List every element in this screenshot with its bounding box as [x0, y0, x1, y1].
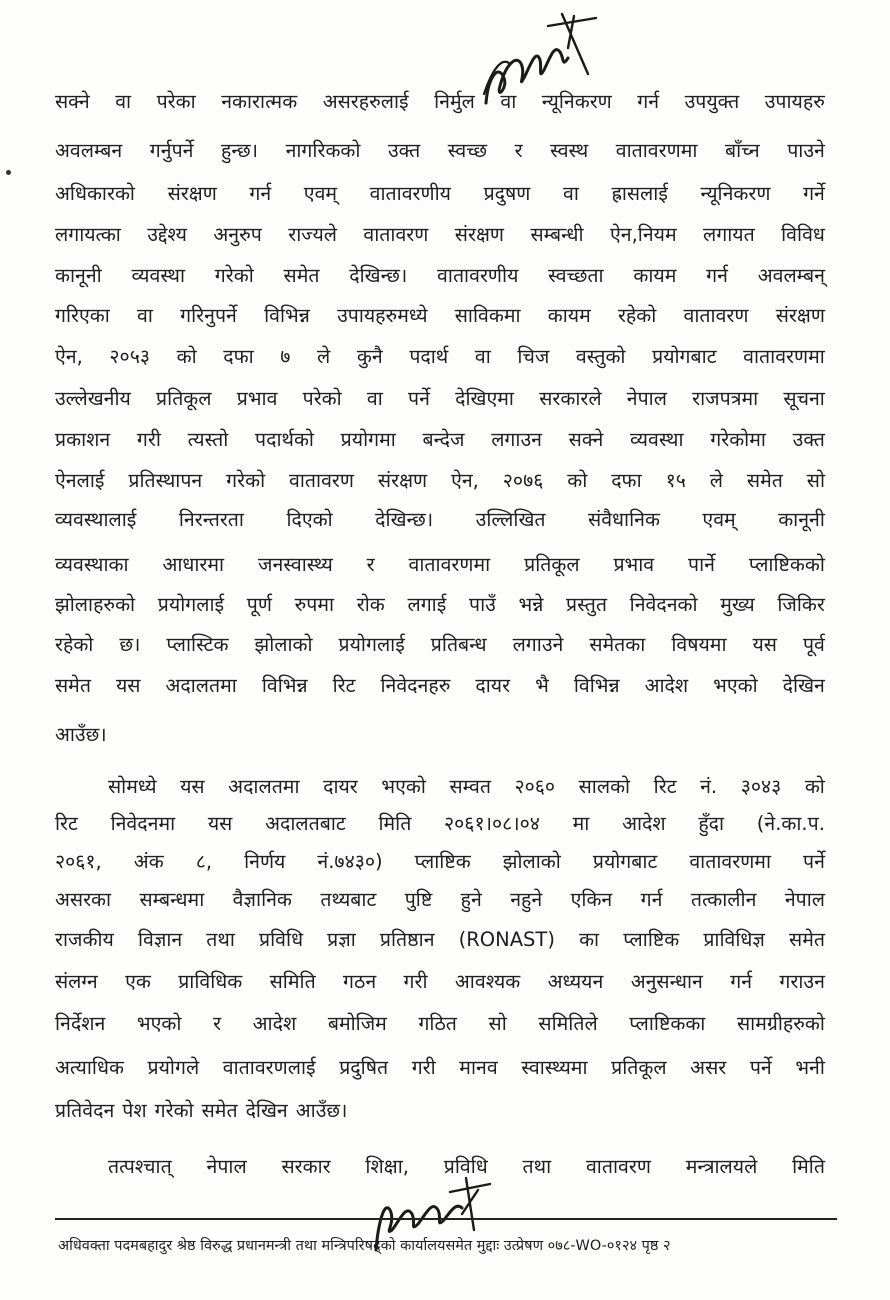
- word: मुख्य: [720, 593, 755, 616]
- word: रहेको: [55, 633, 94, 656]
- word: स्वच्छता: [548, 264, 604, 287]
- word: मानव: [459, 1056, 498, 1079]
- text-line: [55, 920, 825, 960]
- word: देखिन: [245, 1099, 288, 1122]
- word: ऐन,: [55, 345, 83, 368]
- word: प्रयोगबाट: [592, 850, 658, 873]
- paragraph-start-line: [108, 767, 825, 807]
- word: दिएको: [286, 508, 333, 531]
- word: पदार्थको: [255, 428, 314, 451]
- word: तथा: [522, 1155, 552, 1178]
- word: समेत: [55, 674, 91, 697]
- word: नं.: [700, 775, 718, 798]
- word: आउँछ।: [295, 1099, 348, 1122]
- word: प्रयोगमा: [340, 428, 396, 451]
- word: लगायत्का: [55, 223, 121, 246]
- word: ले: [709, 469, 723, 492]
- word: समेतका: [589, 633, 646, 656]
- word: वातावरण: [683, 304, 749, 327]
- word: समेत: [789, 928, 825, 951]
- word: मिति: [378, 812, 412, 835]
- word: सोमध्ये: [108, 775, 157, 798]
- word: ३०४३: [740, 775, 782, 798]
- word: साविकमा: [454, 304, 521, 327]
- word: विज्ञान: [137, 928, 183, 951]
- word: वातावरणमा: [408, 553, 491, 576]
- word: निवेदनमा: [110, 812, 176, 835]
- signature-mark-top: [478, 8, 608, 118]
- word: रिट: [653, 775, 677, 798]
- word: (ने.का.प.: [756, 812, 825, 835]
- word: प्रयोगलाई: [157, 593, 225, 616]
- word: समितिले: [538, 1012, 598, 1035]
- word: नं.७४३०): [317, 850, 383, 873]
- word: निरन्तरता: [178, 508, 244, 531]
- word: भएको: [136, 1012, 182, 1035]
- word: देखिन: [782, 674, 825, 697]
- word: सूचना: [783, 387, 825, 410]
- word: गर्ने: [803, 182, 825, 205]
- word: प्रयोगलाई: [338, 633, 405, 656]
- word: सामग्रीहरुको: [736, 1012, 825, 1035]
- word: नकारात्मक: [221, 90, 298, 113]
- word: गराउन: [779, 970, 825, 993]
- word: भनी: [795, 1056, 825, 1079]
- word: पदार्थ: [409, 345, 449, 368]
- word: गरेको: [154, 1099, 194, 1122]
- word: वातावरणमा: [689, 850, 772, 873]
- word: वातावरणमा: [743, 345, 825, 368]
- word: प्रभाव: [236, 387, 278, 410]
- text-line: [55, 625, 825, 665]
- word: गरी: [411, 1056, 436, 1079]
- word: सक्ने: [568, 428, 604, 451]
- word: प्राविधिक: [178, 970, 243, 993]
- word: विभिन्न: [264, 304, 310, 327]
- word: दायर: [475, 674, 511, 697]
- word: लगाई: [407, 593, 447, 616]
- text-line: [55, 804, 825, 844]
- word: प्रतिकूल: [524, 553, 580, 576]
- word: जनस्वास्थ्य: [257, 553, 333, 576]
- word: र: [366, 553, 375, 576]
- word: गरी: [136, 428, 161, 451]
- word: ८,: [195, 850, 213, 873]
- word: कायम: [633, 264, 677, 287]
- word: एक: [125, 970, 151, 993]
- word: ७: [280, 345, 291, 368]
- word: एवम्: [303, 182, 338, 205]
- word: झोलाको: [502, 850, 561, 873]
- word: प्लाष्टिकको: [748, 553, 825, 576]
- word: अवलम्बन: [55, 139, 123, 162]
- word: असरहरुलाई: [322, 90, 409, 113]
- word: प्रकाशन: [55, 428, 111, 451]
- word: नेपाल: [784, 888, 825, 911]
- word: गठित: [418, 1012, 457, 1035]
- text-line: [55, 420, 825, 460]
- word: यस: [207, 812, 233, 835]
- word: स्वच्छ: [447, 139, 488, 162]
- text-line: [55, 666, 825, 706]
- text-line: [55, 715, 825, 755]
- word: हुन्छ।: [221, 139, 259, 162]
- word: ऐन,नियम: [609, 223, 677, 246]
- word: उद्देश्य: [147, 223, 187, 246]
- word: भएको: [381, 775, 426, 798]
- word: र: [213, 1012, 222, 1035]
- word: गर्न: [249, 182, 272, 205]
- word: व्यवस्था: [131, 264, 186, 287]
- word: वा: [366, 387, 383, 410]
- word: हुँदा: [698, 812, 725, 835]
- text-line: [55, 82, 825, 122]
- word: हुने: [460, 888, 482, 911]
- word: उल्लेखनीय: [55, 387, 131, 410]
- word: प्रयोगबाट: [652, 345, 717, 368]
- word: त्यस्तो: [187, 428, 229, 451]
- text-line: [55, 880, 825, 920]
- text-line: [55, 585, 825, 625]
- word: अवलम्बन्: [757, 264, 825, 287]
- word: पर्ने: [408, 387, 430, 410]
- word: आधारमा: [162, 553, 225, 576]
- text-line: [55, 500, 825, 540]
- text-line: [55, 256, 825, 296]
- word: दायर: [323, 775, 358, 798]
- text-line: [55, 215, 825, 255]
- page-footer: अधिवक्ता पदमबहादुर श्रेष्ठ विरुद्ध प्रधानमन्त्री तथा मन्त्रिपरिषद्को कार्यालयसमेत मुद्दाः उत्प्रेषण ०७८-WO-०१२४ पृष्ठ २: [58, 1238, 671, 1254]
- word: सम्वत: [449, 775, 491, 798]
- word: न्यूनिकरण: [541, 90, 612, 113]
- word: बन्देज: [422, 428, 465, 451]
- word: मिति: [792, 1155, 825, 1178]
- word: सो: [806, 469, 825, 492]
- word: न्यूनिकरण: [700, 182, 771, 205]
- word: स्वस्थ: [550, 139, 589, 162]
- word: ऐनलाई: [55, 469, 105, 492]
- word: वा: [115, 90, 132, 113]
- word: एवम्: [702, 508, 736, 531]
- word: यस: [752, 633, 777, 656]
- text-line: [55, 1004, 825, 1044]
- word: सम्बन्धी: [530, 223, 584, 246]
- word: गठन: [343, 970, 377, 993]
- word: नेपाल: [626, 387, 667, 410]
- word: प्रस्तुत: [566, 593, 607, 616]
- word: वा: [500, 90, 517, 113]
- word: का: [579, 928, 600, 951]
- word: भएको: [713, 674, 758, 697]
- word: बाँच्न: [724, 139, 760, 162]
- word: व्यवस्था: [630, 428, 684, 451]
- word: अदालतबाट: [265, 812, 346, 835]
- word: को: [804, 775, 825, 798]
- word: प्रविधि: [259, 928, 304, 951]
- word: निवेदनहरु: [380, 674, 451, 697]
- word: भन्ने: [518, 593, 544, 616]
- word: २०५३: [109, 345, 150, 368]
- word: को: [567, 469, 588, 492]
- text-line: [55, 1048, 825, 1088]
- text-line: [55, 379, 825, 419]
- text-line: [55, 962, 825, 1002]
- word: वा: [474, 345, 491, 368]
- word: प्रभाव: [613, 553, 655, 576]
- word: संरक्षण: [454, 223, 505, 246]
- word: उपायहरुमध्ये: [337, 304, 428, 327]
- word: गरी: [403, 970, 428, 993]
- word: नहुने: [510, 888, 543, 911]
- word: राजपत्रमा: [692, 387, 759, 410]
- word: प्रविधि: [443, 1155, 488, 1178]
- word: वातावरणलाई: [222, 1056, 316, 1079]
- word: विभिन्न: [261, 674, 308, 697]
- word: यस: [115, 674, 141, 697]
- word: विविध: [781, 223, 825, 246]
- word: दफा: [223, 345, 254, 368]
- word: तथ्यबाट: [320, 888, 377, 911]
- word: बमोजिम: [327, 1012, 387, 1035]
- word: तत्कालीन: [690, 888, 757, 911]
- word: प्रदुषित: [339, 1056, 389, 1079]
- word: वस्तुको: [575, 345, 626, 368]
- text-line: [55, 296, 825, 336]
- word: ह्रासलाई: [611, 182, 668, 205]
- word: र: [514, 139, 523, 162]
- word: राजकीय: [55, 928, 114, 951]
- word: समिति: [269, 970, 316, 993]
- word: देखिन्छ।: [349, 264, 408, 287]
- word: वैज्ञानिक: [232, 888, 292, 911]
- word: आदेश: [252, 1012, 297, 1035]
- word: २०६०: [514, 775, 556, 798]
- word: पुष्टि: [404, 888, 433, 911]
- word: गर्न: [640, 888, 663, 911]
- word: प्रतिवेदन: [55, 1099, 115, 1122]
- word: सो: [488, 1012, 507, 1035]
- word: प्रतिस्थापन: [128, 469, 203, 492]
- word: तत्पश्चात्: [108, 1155, 172, 1178]
- word: शिक्षा,: [365, 1155, 409, 1178]
- word: परेको: [302, 387, 342, 410]
- word: असर: [690, 1056, 727, 1079]
- word: पाउने: [787, 139, 825, 162]
- word: निर्देशन: [55, 1012, 106, 1035]
- word: अत्याधिक: [55, 1056, 124, 1079]
- word: २०७६: [502, 469, 544, 492]
- word: एकिन: [570, 888, 613, 911]
- text-line: [55, 131, 825, 171]
- word: पार्ने: [688, 553, 715, 576]
- word: १५: [665, 469, 686, 492]
- word: छ।: [119, 633, 141, 656]
- word: सालको: [578, 775, 631, 798]
- word: देखिएमा: [455, 387, 514, 410]
- text-line: [55, 1091, 825, 1131]
- word: संरक्षण: [377, 469, 428, 492]
- word: प्रयोगले: [147, 1056, 200, 1079]
- footer-divider: [55, 1218, 837, 1220]
- word: गर्न: [706, 264, 728, 287]
- word: आवश्यक: [454, 970, 521, 993]
- word: सक्ने: [55, 90, 90, 113]
- word: गरेको: [226, 469, 266, 492]
- word: निर्णय: [244, 850, 286, 873]
- text-line: [55, 174, 825, 214]
- word: प्रतिकूल: [611, 1056, 667, 1079]
- word: गर्न: [730, 970, 753, 993]
- word: उपयुक्त: [684, 90, 740, 113]
- word: उक्त: [792, 428, 825, 451]
- word: रिट: [55, 812, 78, 835]
- word: रहेको: [617, 304, 657, 327]
- word: अदालतमा: [165, 674, 237, 697]
- word: नागरिकको: [285, 139, 361, 162]
- word: संरक्षण: [775, 304, 825, 327]
- word: प्राविधिज्ञ: [703, 928, 765, 951]
- word: पूर्ण: [246, 593, 272, 616]
- word: आदेश: [644, 674, 689, 697]
- word: पर्ने: [803, 850, 825, 873]
- word: वा: [562, 182, 579, 205]
- word: वा: [137, 304, 153, 327]
- word: झोलाको: [254, 633, 313, 656]
- word: को: [176, 345, 197, 368]
- word: समेत: [201, 1099, 238, 1122]
- word: अनुरुप: [213, 223, 262, 246]
- word: गरेको: [214, 264, 254, 287]
- word: प्रदुषण: [483, 182, 531, 205]
- word: अनुसन्धान: [630, 970, 703, 993]
- word: ऐन,: [451, 469, 479, 492]
- word: निवेदनको: [629, 593, 698, 616]
- word: अंक: [133, 850, 164, 873]
- word: कायम: [547, 304, 591, 327]
- word: गरिएका: [55, 304, 110, 327]
- word: उपायहरु: [764, 90, 825, 113]
- word: प्लाष्टिक: [623, 928, 680, 951]
- word: लगायत: [703, 223, 755, 246]
- word: गरिनुपर्ने: [180, 304, 237, 327]
- word: समेत: [283, 264, 320, 287]
- word: वातावरणीय: [369, 182, 451, 205]
- text-line: [55, 337, 825, 377]
- word: अधिकारको: [55, 182, 135, 205]
- word: मा: [572, 812, 590, 835]
- word: प्लास्टिक: [166, 633, 229, 656]
- word: प्रतिष्ठान: [379, 928, 435, 951]
- word: संवैधानिक: [588, 508, 660, 531]
- word: विषयमा: [671, 633, 727, 656]
- word: समेत: [746, 469, 783, 492]
- word: व्यवस्थालाई: [55, 508, 137, 531]
- word: सरकार: [281, 1155, 331, 1178]
- word: वातावरणीय: [437, 264, 519, 287]
- word: राज्यले: [288, 223, 337, 246]
- word: उल्लिखित: [475, 508, 546, 531]
- word: झोलाहरुको: [55, 593, 136, 616]
- word: दफा: [611, 469, 642, 492]
- word: अदालतमा: [228, 775, 300, 798]
- word: प्रतिबन्ध: [430, 633, 487, 656]
- word: असरका: [55, 888, 112, 911]
- word: रिट: [332, 674, 356, 697]
- word: कुनै: [356, 345, 383, 368]
- word: अध्ययन: [547, 970, 604, 993]
- word: वातावरण: [363, 223, 429, 246]
- word: भै: [535, 674, 549, 697]
- word: २०६१।०८।०४: [444, 812, 540, 835]
- word: देखिन्छ।: [375, 508, 434, 531]
- word: जिकिर: [777, 593, 825, 616]
- word: नेपाल: [206, 1155, 247, 1178]
- text-line: [55, 842, 825, 882]
- word: वातावरण: [289, 469, 355, 492]
- word: वातावरणमा: [615, 139, 698, 162]
- word: २०६१,: [55, 850, 102, 873]
- word: ले: [317, 345, 331, 368]
- word: लगाउन: [491, 428, 542, 451]
- word: कानूनी: [778, 508, 825, 531]
- word: यस: [180, 775, 205, 798]
- word: कानूनी: [55, 264, 102, 287]
- word: संरक्षण: [167, 182, 217, 205]
- word: पाउँ: [469, 593, 496, 616]
- word: निर्मुल: [434, 90, 475, 113]
- text-line: [55, 545, 825, 585]
- word: मन्त्रालयले: [685, 1155, 758, 1178]
- word: पर्ने: [749, 1056, 772, 1079]
- word: आउँछ।: [55, 723, 107, 746]
- word: सरकारले: [539, 387, 602, 410]
- word: गर्न: [637, 90, 660, 113]
- word: प्लाष्टिक: [414, 850, 471, 873]
- word: प्लाष्टिकका: [629, 1012, 706, 1035]
- word: प्रज्ञा: [327, 928, 356, 951]
- word: पूर्व: [802, 633, 825, 656]
- word: गरेकोमा: [710, 428, 766, 451]
- word: स्वास्थ्यमा: [521, 1056, 588, 1079]
- word: (RONAST): [458, 928, 555, 951]
- text-line: [55, 461, 825, 501]
- word: तथा: [206, 928, 235, 951]
- word: लगाउने: [512, 633, 564, 656]
- word: रुपमा: [294, 593, 335, 616]
- word: विभिन्न: [573, 674, 620, 697]
- word: प्रतिकूल: [156, 387, 212, 410]
- word: आदेश: [622, 812, 666, 835]
- word: वातावरण: [585, 1155, 651, 1178]
- word: चिज: [517, 345, 550, 368]
- word: पेश: [122, 1099, 147, 1122]
- word: रोक: [356, 593, 385, 616]
- word: परेका: [156, 90, 196, 113]
- word: उक्त: [387, 139, 421, 162]
- word: गर्नुपर्ने: [149, 139, 194, 162]
- word: संलग्न: [55, 970, 98, 993]
- word: व्यवस्थाका: [55, 553, 129, 576]
- word: सम्बन्धमा: [139, 888, 205, 911]
